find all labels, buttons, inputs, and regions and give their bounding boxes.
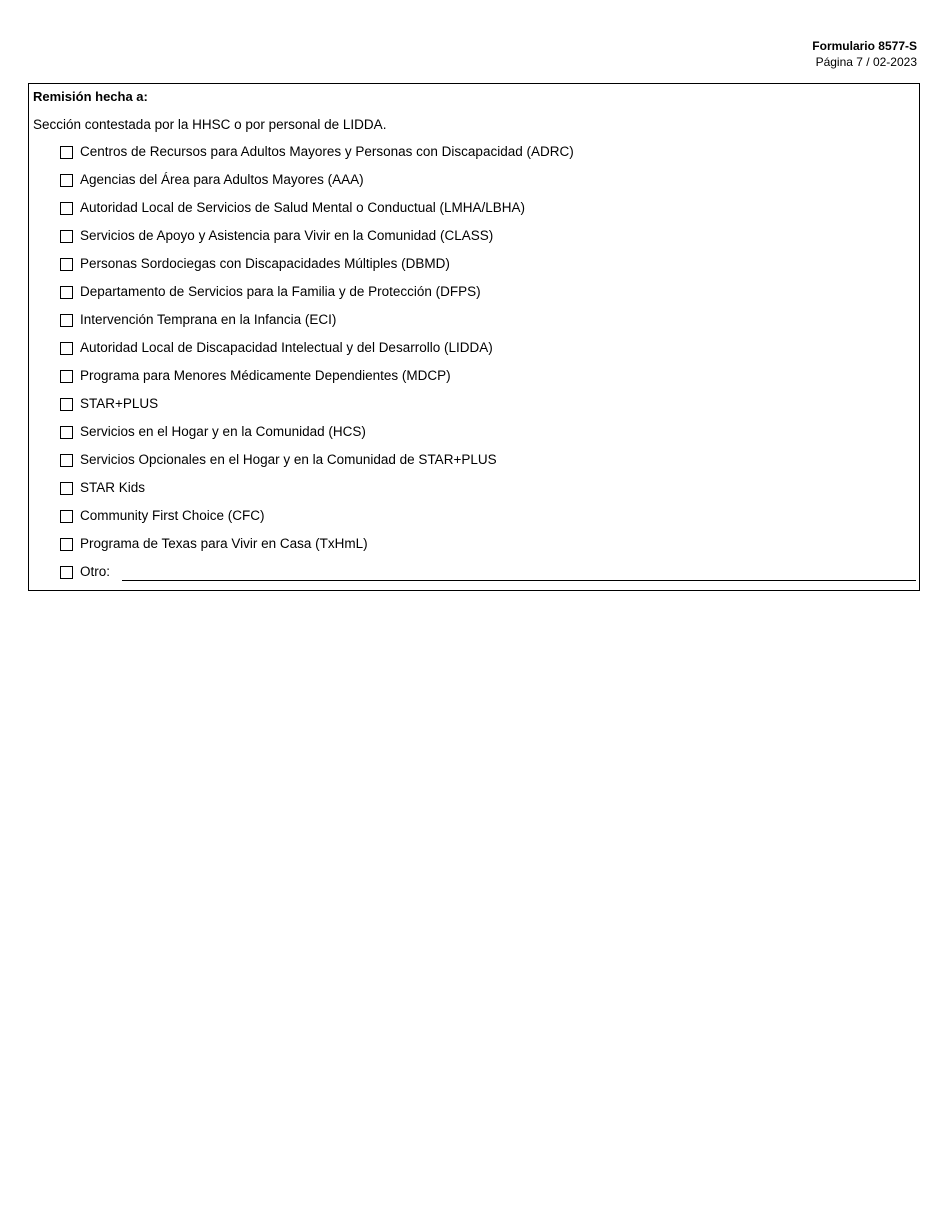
option-label: Departamento de Servicios para la Familia y de Protección (DFPS)	[80, 284, 481, 299]
checkbox-dbmd[interactable]	[60, 258, 73, 271]
option-hcs	[60, 424, 918, 452]
page-info: Página 7 / 02-2023	[815, 55, 917, 69]
checkbox-mdcp[interactable]	[60, 370, 73, 383]
option-star-plus-hcbs	[60, 452, 918, 480]
option-label: STAR+PLUS	[80, 396, 159, 411]
option-label: Servicios en el Hogar y en la Comunidad (HCS)	[80, 424, 366, 439]
option-label: Agencias del Área para Adultos Mayores (AAA)	[80, 172, 364, 187]
option-label: Intervención Temprana en la Infancia (ECI)	[80, 312, 337, 327]
page-header	[812, 38, 917, 70]
option-class	[60, 228, 918, 256]
option-label: Programa para Menores Médicamente Dependientes (MDCP)	[80, 368, 451, 383]
checkbox-star-plus-hcbs[interactable]	[60, 454, 73, 467]
option-label: Programa de Texas para Vivir en Casa (TxHmL)	[80, 536, 368, 551]
option-dbmd	[60, 256, 918, 284]
checkbox-cfc[interactable]	[60, 510, 73, 523]
section-title: Remisión hecha a:	[33, 89, 148, 104]
option-label: Autoridad Local de Servicios de Salud Mental o Conductual (LMHA/LBHA)	[80, 200, 525, 215]
checkbox-adrc[interactable]	[60, 146, 73, 159]
option-lidda	[60, 340, 918, 368]
option-dfps	[60, 284, 918, 312]
checkbox-star-kids[interactable]	[60, 482, 73, 495]
option-aaa	[60, 172, 918, 200]
checkbox-lidda[interactable]	[60, 342, 73, 355]
option-label: Servicios Opcionales en el Hogar y en la Comunidad de STAR+PLUS	[80, 452, 497, 467]
option-txhml	[60, 536, 918, 564]
option-label: STAR Kids	[80, 480, 146, 495]
option-eci	[60, 312, 918, 340]
option-mdcp	[60, 368, 918, 396]
checkbox-lmha-lbha[interactable]	[60, 202, 73, 215]
option-label: Personas Sordociegas con Discapacidades Múltiples (DBMD)	[80, 256, 450, 271]
option-cfc	[60, 508, 918, 536]
referral-options-list	[60, 144, 918, 592]
checkbox-dfps[interactable]	[60, 286, 73, 299]
checkbox-txhml[interactable]	[60, 538, 73, 551]
option-label: Servicios de Apoyo y Asistencia para Vivir en la Comunidad (CLASS)	[80, 228, 494, 243]
option-label: Autoridad Local de Discapacidad Intelectual y del Desarrollo (LIDDA)	[80, 340, 493, 355]
checkbox-hcs[interactable]	[60, 426, 73, 439]
option-other	[60, 564, 918, 592]
option-label: Community First Choice (CFC)	[80, 508, 265, 523]
option-label: Otro:	[80, 564, 111, 579]
form-number: Formulario 8577-S	[812, 39, 917, 53]
referral-section	[28, 83, 920, 591]
option-label: Centros de Recursos para Adultos Mayores y Personas con Discapacidad (ADRC)	[80, 144, 574, 159]
checkbox-star-plus[interactable]	[60, 398, 73, 411]
option-adrc	[60, 144, 918, 172]
checkbox-class[interactable]	[60, 230, 73, 243]
checkbox-eci[interactable]	[60, 314, 73, 327]
other-text-field[interactable]	[122, 580, 916, 581]
option-lmha-lbha	[60, 200, 918, 228]
section-subtitle: Sección contestada por la HHSC o por personal de LIDDA.	[33, 117, 387, 132]
option-star-kids	[60, 480, 918, 508]
checkbox-aaa[interactable]	[60, 174, 73, 187]
option-star-plus	[60, 396, 918, 424]
checkbox-other[interactable]	[60, 566, 73, 579]
